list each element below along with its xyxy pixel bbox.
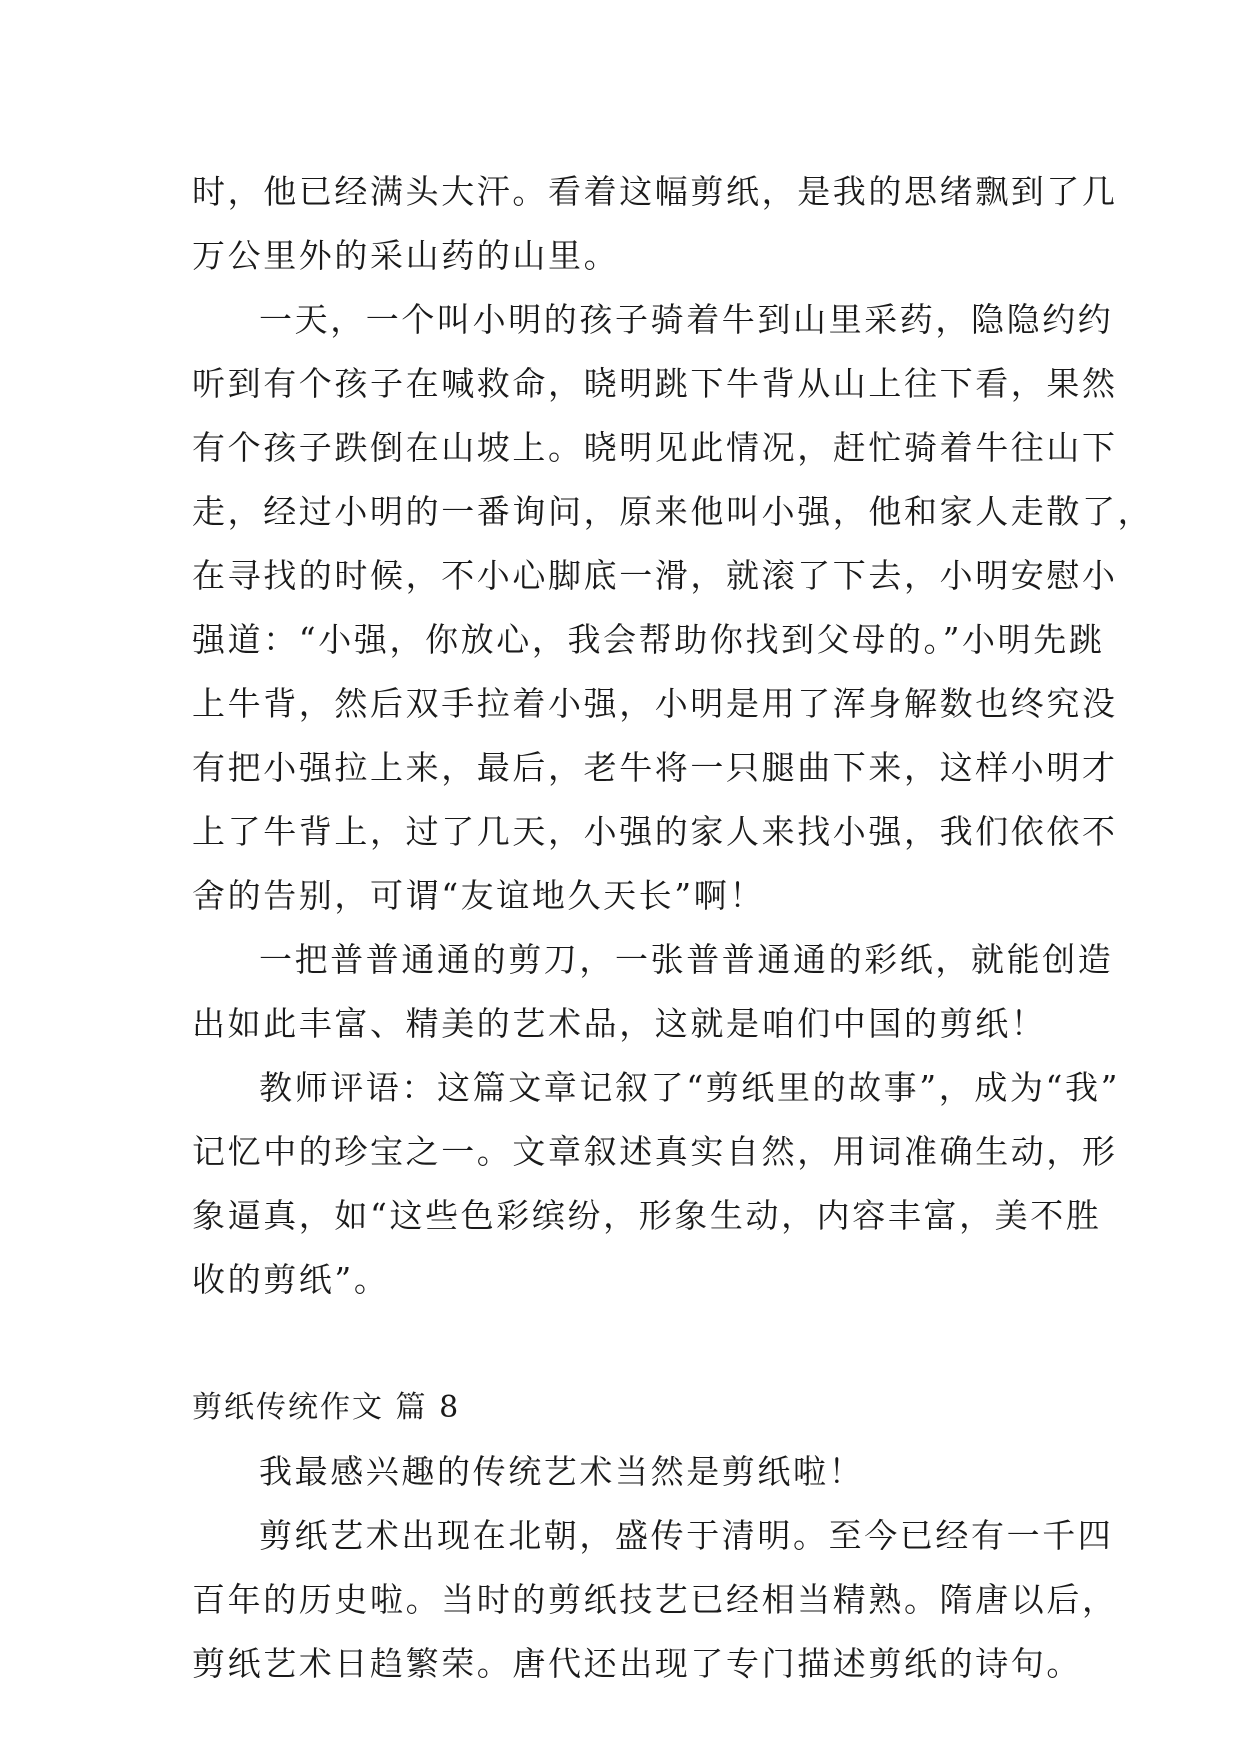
text-line: 象逼真，如“这些色彩缤纷，形象生动，内容丰富，美不胜 bbox=[192, 1196, 1102, 1235]
text-line: 剪纸艺术日趋繁荣。唐代还出现了专门描述剪纸的诗句。 bbox=[192, 1644, 1082, 1683]
section-intro: 我最感兴趣的传统艺术当然是剪纸啦！ bbox=[259, 1452, 865, 1491]
text-line: 在寻找的时候，不小心脚底一滑，就滚了下去，小明安慰小 bbox=[192, 556, 1118, 595]
story-paragraph bbox=[192, 288, 1154, 928]
continued-paragraph bbox=[192, 160, 1118, 288]
text-line: 万公里外的采山药的山里。 bbox=[192, 236, 620, 275]
text-line: 出如此丰富、精美的艺术品，这就是咱们中国的剪纸！ bbox=[192, 1004, 1047, 1043]
text-line: 收的剪纸”。 bbox=[192, 1260, 390, 1299]
text-line: 百年的历史啦。当时的剪纸技艺已经相当精熟。隋唐以后， bbox=[192, 1580, 1118, 1619]
text-line: 上牛背，然后双手拉着小强，小明是用了浑身解数也终究没 bbox=[192, 684, 1118, 723]
text-line: 舍的告别，可谓“友谊地久天长”啊！ bbox=[192, 876, 765, 915]
text-line: 一把普普通通的剪刀，一张普普通通的彩纸，就能创造 bbox=[259, 940, 1114, 979]
text-line: 记忆中的珍宝之一。文章叙述真实自然，用词准确生动，形 bbox=[192, 1132, 1118, 1171]
text-line: 强道：“小强，你放心，我会帮助你找到父母的。”小明先跳 bbox=[192, 620, 1105, 659]
section-heading: 剪纸传统作文 篇 8 bbox=[192, 1390, 461, 1425]
text-line: 教师评语：这篇文章记叙了“剪纸里的故事”，成为“我” bbox=[259, 1068, 1121, 1107]
text-line: 剪纸艺术出现在北朝，盛传于清明。至今已经有一千四 bbox=[259, 1516, 1114, 1555]
section-spacer bbox=[192, 1312, 1047, 1376]
history-paragraph bbox=[192, 1504, 1118, 1696]
text-line: 时，他已经满头大汗。看着这幅剪纸，是我的思绪飘到了几 bbox=[192, 172, 1118, 211]
text-line: 有把小强拉上来，最后，老牛将一只腿曲下来，这样小明才 bbox=[192, 748, 1118, 787]
text-line: 一天，一个叫小明的孩子骑着牛到山里采药，隐隐约约 bbox=[259, 300, 1114, 339]
text-line: 上了牛背上，过了几天，小强的家人来找小强，我们依依不 bbox=[192, 812, 1118, 851]
scissors-paragraph bbox=[192, 928, 1114, 1056]
text-line: 有个孩子跌倒在山坡上。晓明见此情况，赶忙骑着牛往山下 bbox=[192, 428, 1118, 467]
text-line: 走，经过小明的一番询问，原来他叫小强，他和家人走散了， bbox=[192, 492, 1154, 531]
text-line: 听到有个孩子在喊救命，晓明跳下牛背从山上往下看，果然 bbox=[192, 364, 1118, 403]
teacher-comment bbox=[192, 1056, 1121, 1312]
document-page bbox=[192, 160, 1154, 1696]
